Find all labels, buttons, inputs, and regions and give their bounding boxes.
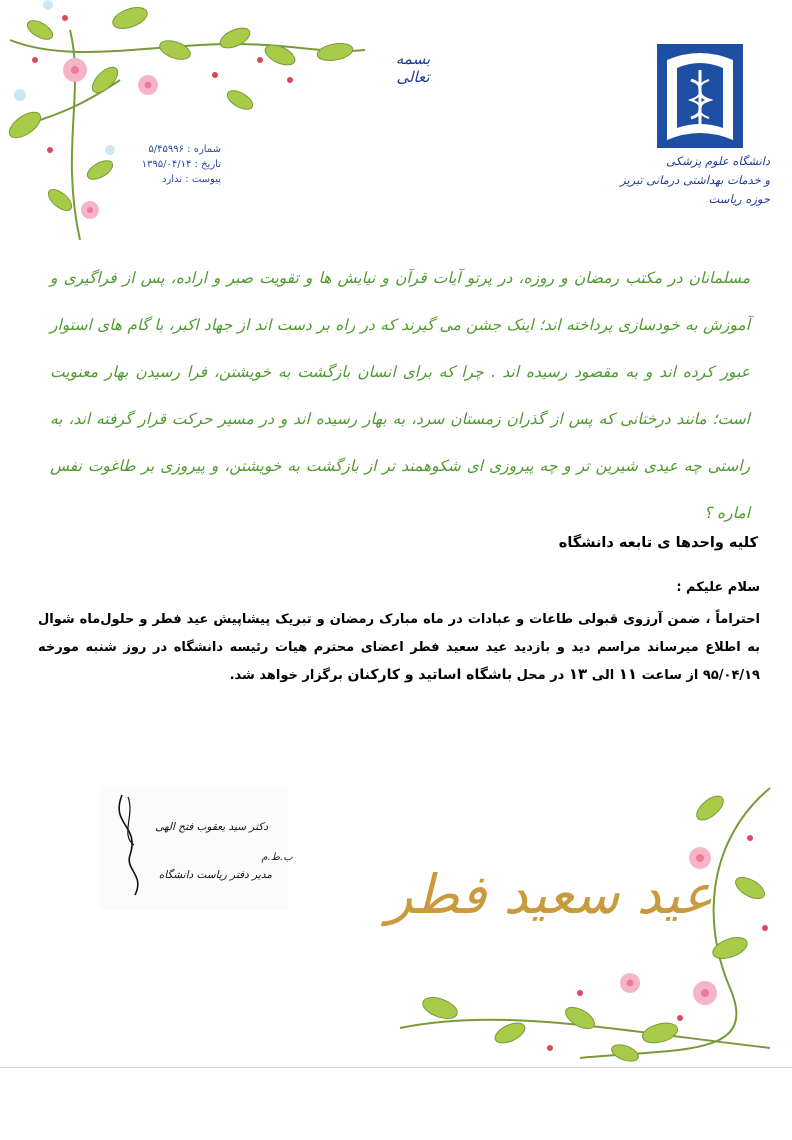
time-separator: الی (587, 668, 619, 683)
university-name-line2: و خدمات بهداشتی درمانی تبریز (620, 173, 770, 187)
signature-block (100, 785, 288, 910)
university-name-line3: حوزه ریاست (708, 192, 770, 206)
university-name (590, 152, 770, 209)
letter-body-part2: در محل (512, 668, 569, 683)
letter-body-part1: احتراماً ، ضمن آرزوی قبولی طاعات و عبادات در ماه مبارک رمضان و تبریک پیشاپیش عید فطر و حلول‌ماه شوال به اطلاع میرساند مراسم دید و بازدید عید سعید فطر اعضای محترم هیات رئیسه دانشگاه در روز شنبه مورخه ۹۵/۰۴/۱۹ از ساعت (38, 612, 760, 683)
greeting: سلام علیکم : (676, 580, 760, 595)
letter-body-part3: برگزار خواهد شد. (229, 668, 348, 683)
letter-date: تاریخ : ۱۳۹۵/۰۴/۱۴ (141, 159, 221, 170)
bismillah-heading: بسمه تعالی (395, 50, 431, 86)
letter-attachment: پیوست : ندارد (162, 174, 221, 185)
eid-calligraphy-text: عید سعید فطر (386, 863, 714, 926)
letter-number: شماره : ۵/۴۵۹۹۶ (148, 144, 221, 155)
floral-decoration-top (0, 0, 380, 250)
handwritten-signature (100, 785, 288, 910)
eid-fitr-calligraphy-art (380, 778, 780, 1068)
letter-body (38, 606, 760, 690)
reference-info (115, 142, 221, 187)
time-to: ۱۳ (568, 665, 588, 683)
footer-divider (0, 1067, 792, 1068)
recipients-heading: کلیه واحدها ی تابعه دانشگاه (558, 535, 758, 551)
time-from: ۱۱ (618, 665, 638, 683)
venue-name: باشگاه اساتید و کارکنان (347, 667, 513, 683)
signature-note: ب.ط.م (261, 852, 293, 863)
poem-paragraph: مسلمانان در مکتب رمضان و روزه، در پرتو آیات قرآن و نیایش ها و تقویت صبر و اراده، پس از فراگیری و آموزش به خودسازی پرداخته اند؛ اینک جشن می گیرند که در راه بر دست اند از جهاد اکبر، با گام های استوار عبور کرده اند و به مقصود رسیده اند . چرا که برای انسان بازگشت به خویشتن، فرا رسیدن بهار معنویت است؛ مانند درختانی که پس از گذران زمستان سرد، به بهار رسیده اند و در مسیر حرکت قرار گرفته اند، به راستی چه عیدی شیرین تر و چه پیروزی ای شکوهمند تر از بازگشت به خویشتن، و پیروزی بر طاغوت نفس اماره ؟ (50, 269, 750, 522)
signer-name: دکتر سید یعقوب فتح الهی (155, 821, 268, 833)
university-logo (655, 42, 745, 150)
university-name-line1: دانشگاه علوم پزشکی (666, 154, 770, 168)
signer-title: مدیر دفتر ریاست دانشگاه (158, 869, 272, 881)
